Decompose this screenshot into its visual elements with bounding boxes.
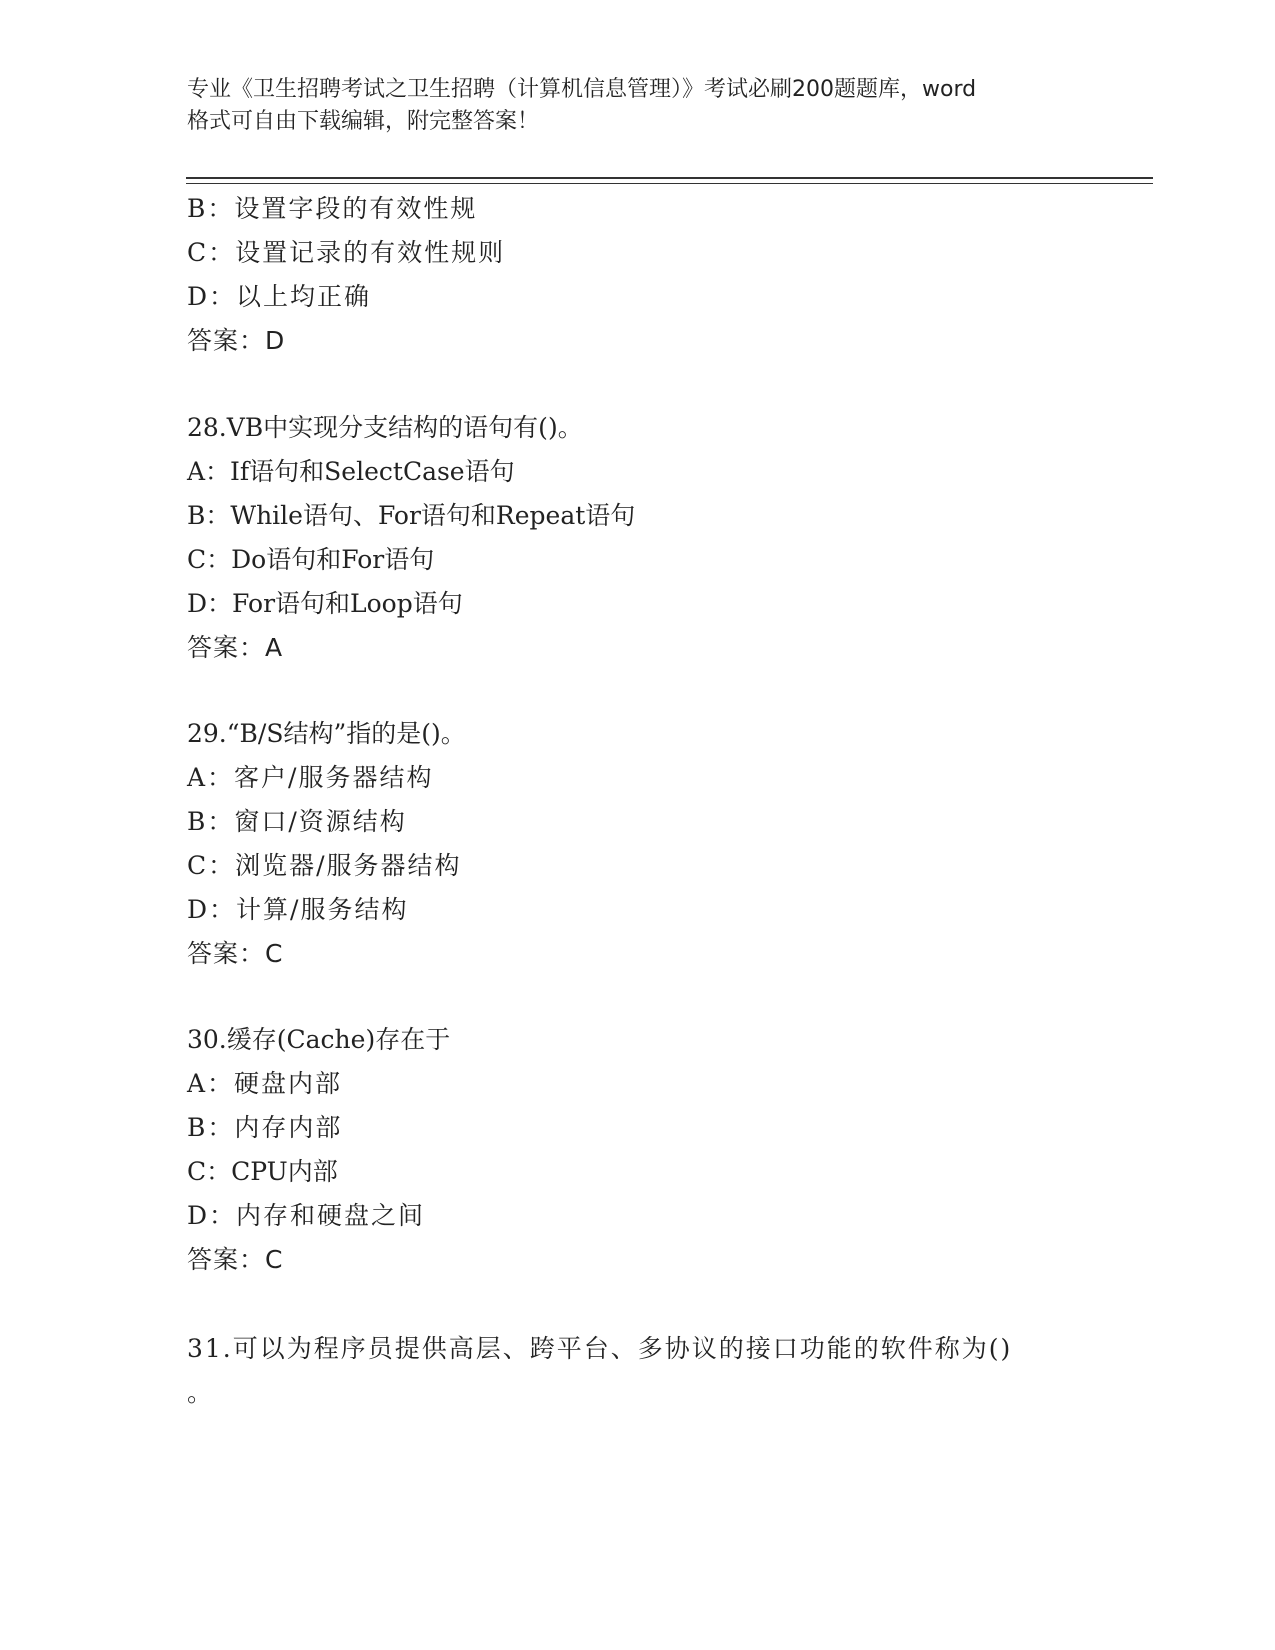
q29-option-c: C：浏览器/服务器结构 [187,851,462,880]
q28-option-d: D：For语句和Loop语句 [187,589,463,618]
q30-option-b: B：内存内部 [187,1113,343,1142]
q31-stem-line-1: 31.可以为程序员提供高层、跨平台、多协议的接口功能的软件称为() [187,1334,1013,1363]
header-divider-thin [186,183,1153,184]
q28-option-b: B：While语句、For语句和Repeat语句 [187,501,636,530]
header-title-line-2: 格式可自由下载编辑，附完整答案！ [187,109,540,134]
q29-answer: 答案：C [187,939,284,968]
q30-option-a: A：硬盘内部 [187,1069,343,1098]
header-title-line-1: 专业《卫生招聘考试之卫生招聘（计算机信息管理）》考试必刷200题题库，word [187,77,977,102]
q30-option-d: D：内存和硬盘之间 [187,1201,426,1230]
q28-answer: 答案：A [187,633,284,662]
q30-answer: 答案：C [187,1245,284,1274]
q30-stem: 30.缓存(Cache)存在于 [187,1025,451,1054]
prev-option-d: D：以上均正确 [187,282,372,311]
q29-option-b: B：窗口/资源结构 [187,807,407,836]
q28-option-c: C：Do语句和For语句 [187,545,435,574]
q30-option-c: C：CPU内部 [187,1157,338,1186]
q29-stem: 29.“B/S结构”指的是()。 [187,719,466,748]
prev-option-c: C：设置记录的有效性规则 [187,238,506,267]
prev-option-b: B：设置字段的有效性规 [187,194,478,223]
q28-stem: 28.VB中实现分支结构的语句有()。 [187,413,583,442]
document-header [187,74,1097,138]
q28-option-a: A：If语句和SelectCase语句 [187,457,515,486]
header-divider-thick [186,177,1153,179]
prev-answer: 答案：D [187,326,286,355]
q29-option-a: A：客户/服务器结构 [187,763,434,792]
q31-stem-line-2: 。 [187,1378,213,1407]
q29-option-d: D：计算/服务结构 [187,895,409,924]
